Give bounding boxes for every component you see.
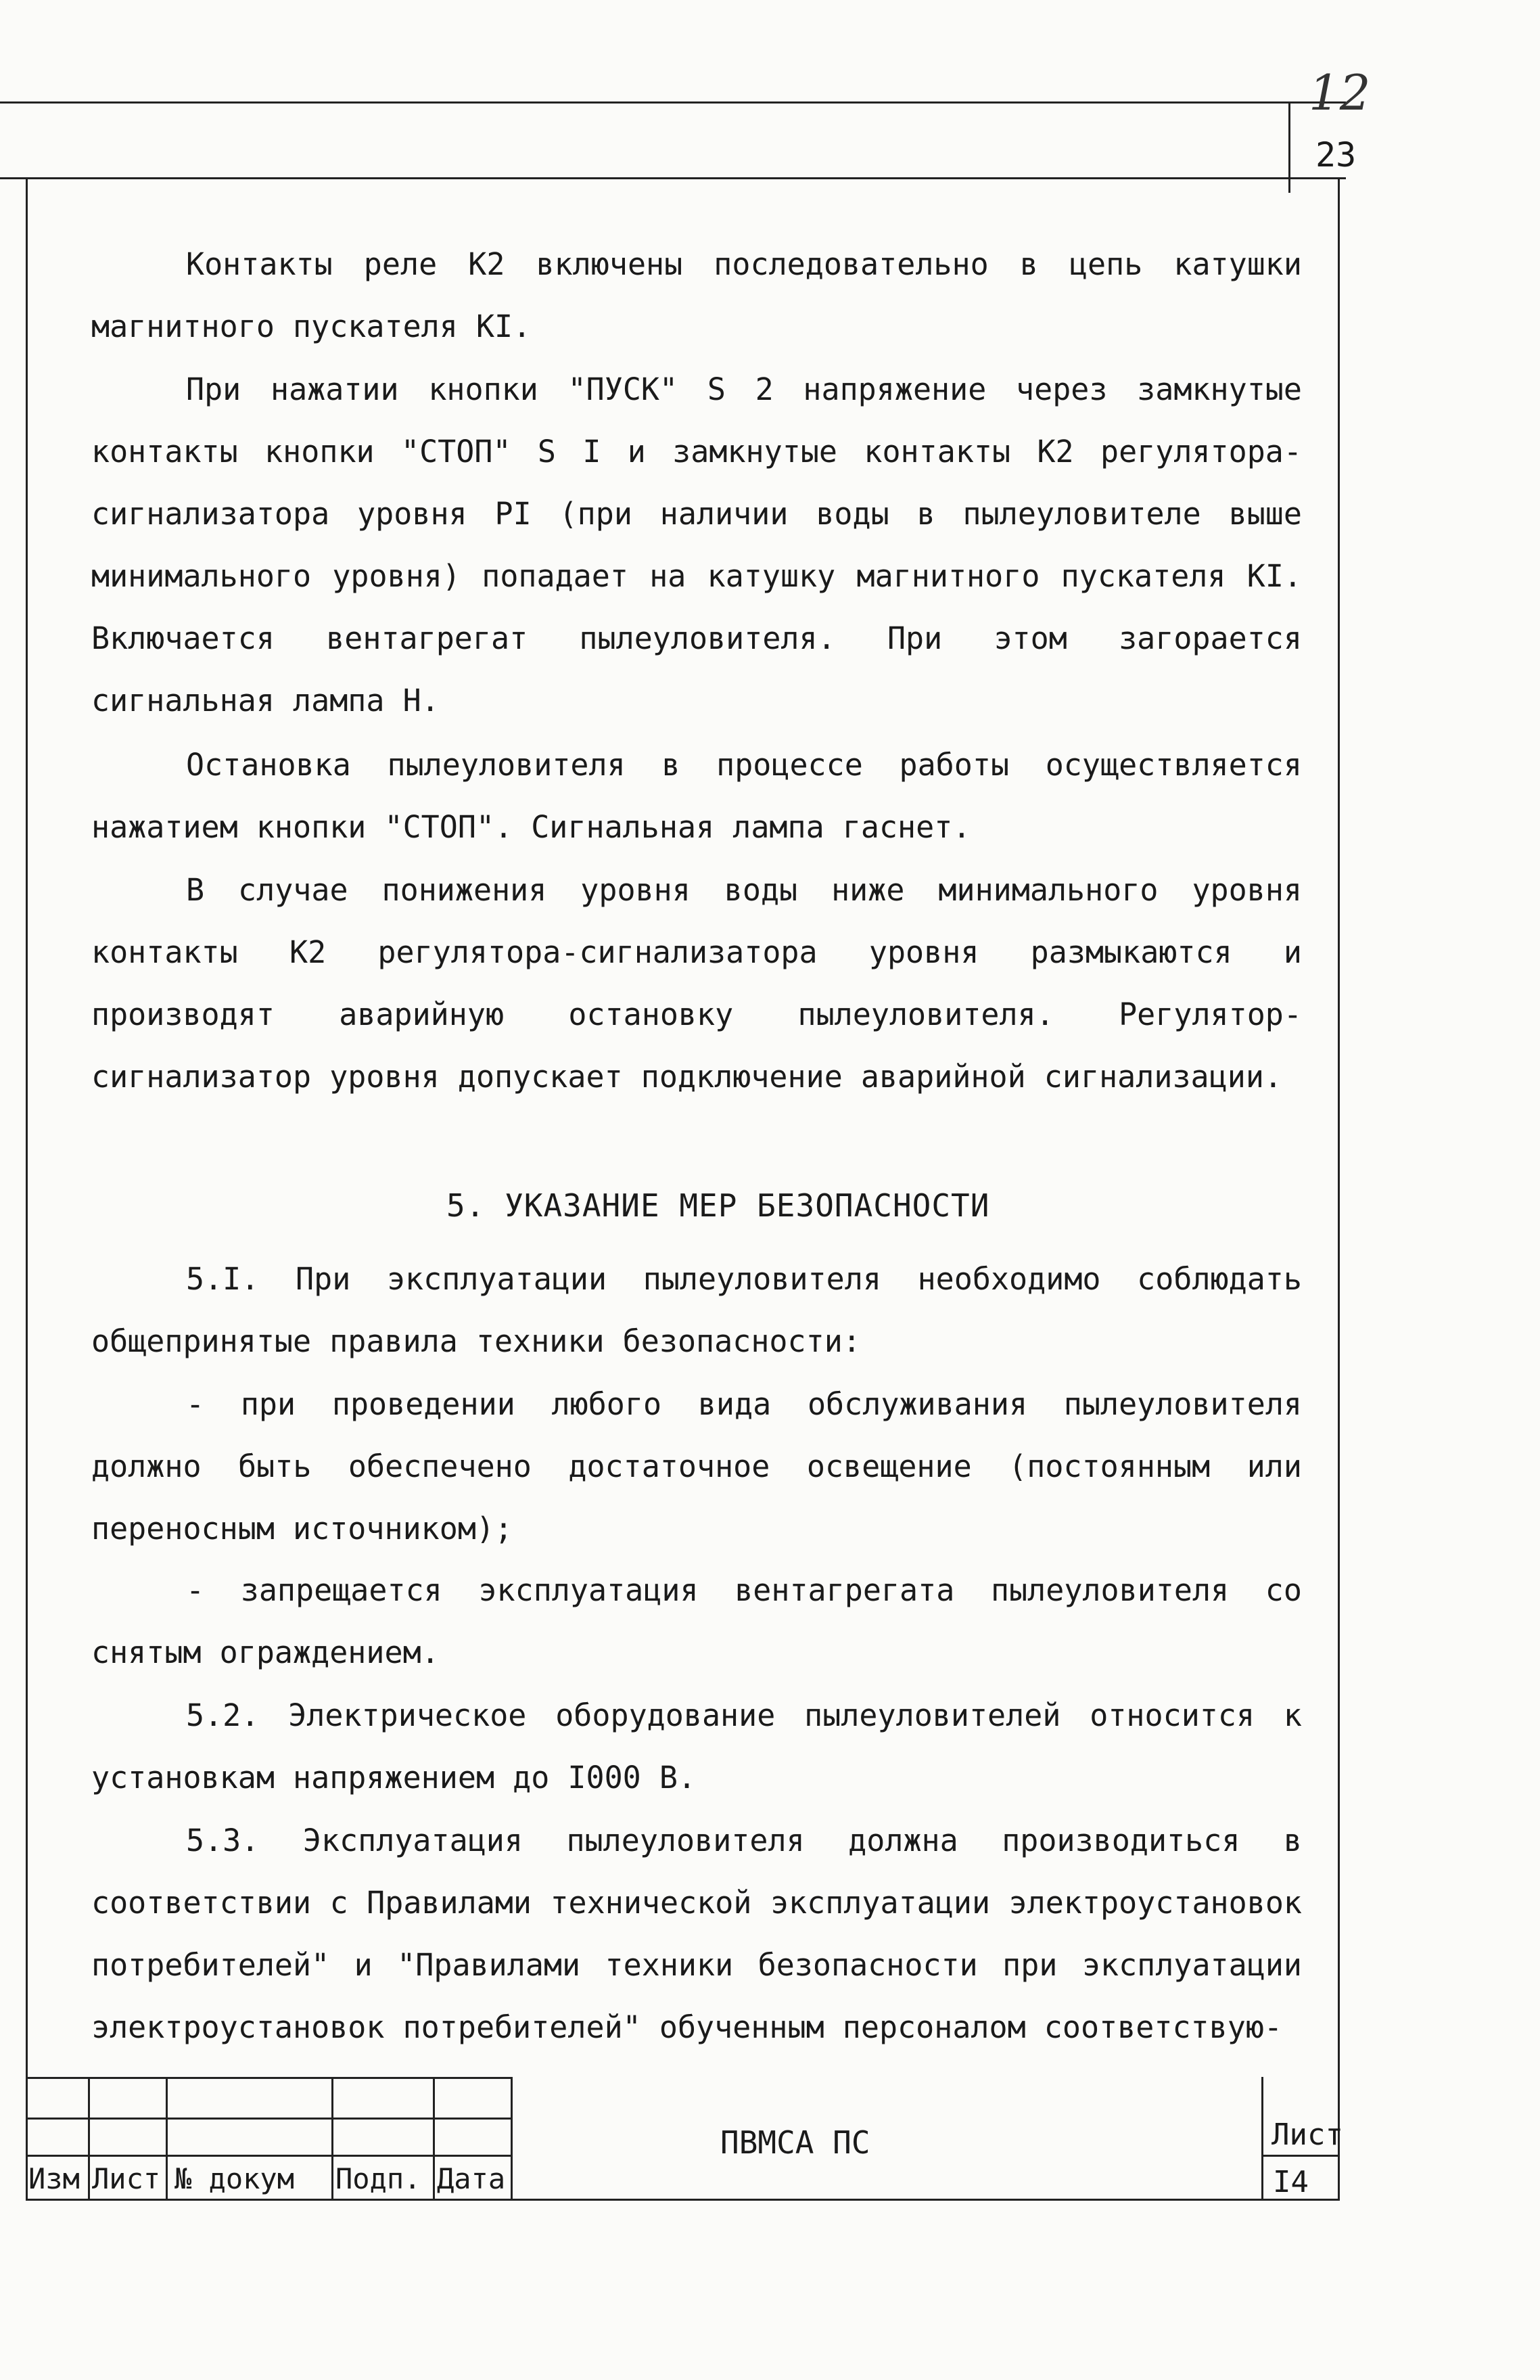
stamp-col-doc: № докум: [174, 2162, 295, 2195]
frame-top: [0, 177, 1346, 179]
sheet-label: Лист: [1271, 2118, 1343, 2152]
section-heading: 5. УКАЗАНИЕ МЕР БЕЗОПАСНОСТИ: [446, 1187, 990, 1224]
page-number: 23: [1315, 135, 1357, 175]
document-code: ПВМСА ПС: [720, 2124, 870, 2161]
stamp-col-date: Дата: [437, 2162, 506, 2195]
safety-item-5-1: 5.I. При эксплуатации пылеуловителя необходимо соблюдать общепринятые правила техники безопасности:: [91, 1261, 1302, 1359]
sheet-number: I4: [1273, 2165, 1309, 2199]
handwritten-page-number: 12: [1309, 64, 1371, 121]
paragraph-4: В случае понижения уровня воды ниже минимального уровня контакты К2 регулятора-сигнализатора уровня размыкаются и производят аварийную остановку пылеуловителя. Регулятор-сигнализатор уровня допускает подключение аварийной сигнализации.: [91, 872, 1302, 1095]
top-rule: [0, 101, 1346, 104]
safety-item-5-3: 5.3. Эксплуатация пылеуловителя должна производиться в соответствии с Правилами технической эксплуатации электроустановок потребителей" и "Правилами техники безопасности при эксплуатации электроустановок потребителей" обученным персоналом соответствую-: [91, 1823, 1302, 2045]
stamp-col-list: Лист: [92, 2162, 161, 2195]
stamp-col-sign: Подп.: [335, 2162, 421, 2195]
safety-bullet-guard: - запрещается эксплуатация вентагрегата пылеуловителя со снятым ограждением.: [91, 1572, 1302, 1670]
paragraph-1: Контакты реле К2 включены последовательно в цепь катушки магнитного пускателя КI.: [91, 246, 1302, 344]
frame-right: [1338, 177, 1340, 2200]
frame-left: [26, 177, 28, 2200]
stamp-col-izm: Изм: [28, 2162, 80, 2195]
paragraph-2: При нажатии кнопки "ПУСК" S 2 напряжение через замкнутые контакты кнопки "СТОП" S I и замкнутые контакты К2 регулятора-сигнализатора уровня РI (при наличии воды в пылеуловителе выше минимального уровня) попадает на катушку магнитного пускателя КI. Включается вентагрегат пылеуловителя. При этом загорается сигнальная лампа Н.: [91, 371, 1302, 718]
paragraph-3: Остановка пылеуловителя в процессе работы осуществляется нажатием кнопки "СТОП". Сигнальная лампа гаснет.: [91, 747, 1302, 845]
safety-item-5-2: 5.2. Электрическое оборудование пылеуловителей относится к установкам напряжением до I000 В.: [91, 1697, 1302, 1795]
safety-bullet-lighting: - при проведении любого вида обслуживания пылеуловителя должно быть обеспечено достаточное освещение (постоянным или переносным источником);: [91, 1386, 1302, 1547]
page-number-box-left: [1288, 101, 1290, 193]
